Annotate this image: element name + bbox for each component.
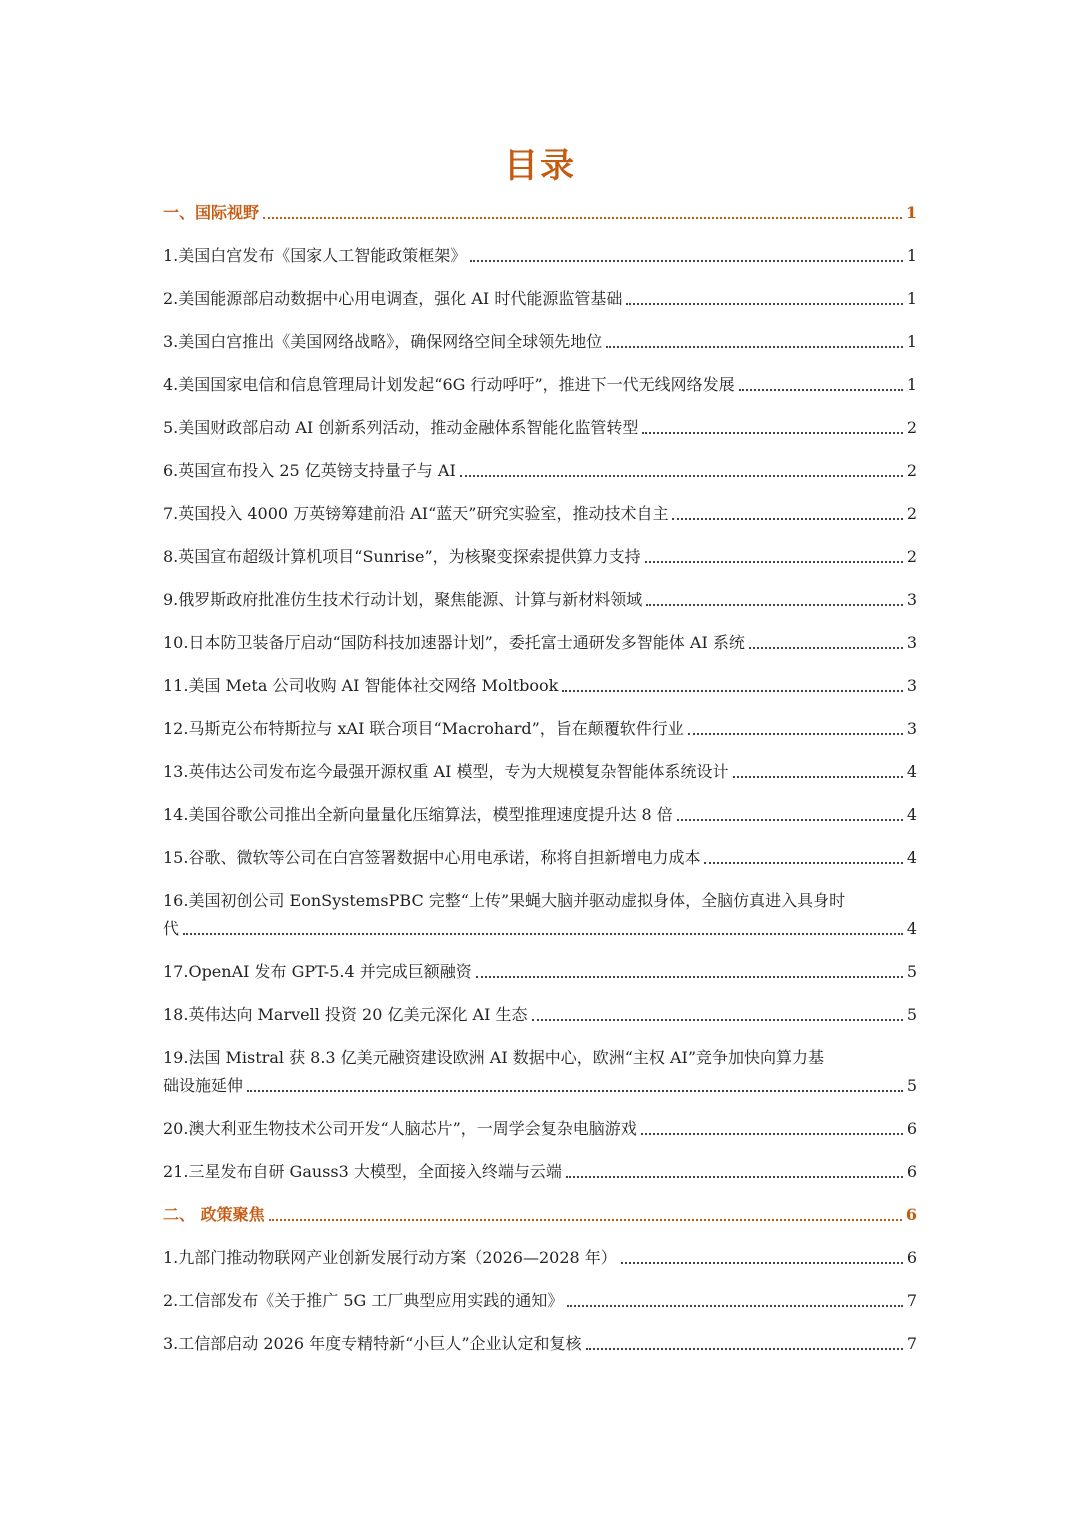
dot-leader <box>606 346 903 348</box>
dot-leader <box>532 1019 903 1021</box>
dot-leader <box>566 1176 903 1178</box>
toc-entry[interactable] <box>163 1044 917 1115</box>
toc-page-number: 4 <box>906 848 917 867</box>
table-of-contents <box>163 199 917 1373</box>
dot-leader <box>646 604 903 606</box>
dot-leader <box>677 819 903 821</box>
dot-leader <box>749 647 903 649</box>
dot-leader <box>263 217 902 219</box>
toc-entry-text: 14.美国谷歌公司推出全新向量量化压缩算法，模型推理速度提升达 8 倍 <box>163 805 673 824</box>
toc-entry[interactable] <box>163 1287 917 1330</box>
dot-leader <box>672 518 902 520</box>
toc-page-number: 3 <box>906 590 917 609</box>
dot-leader <box>621 1262 903 1264</box>
toc-page-number: 1 <box>906 289 917 308</box>
toc-entry[interactable] <box>163 758 917 801</box>
toc-entry[interactable] <box>163 1244 917 1287</box>
toc-entry-text: 5.美国财政部启动 AI 创新系列活动，推动金融体系智能化监管转型 <box>163 418 639 437</box>
toc-entry-text: 3.工信部启动 2026 年度专精特新“小巨人”企业认定和复核 <box>163 1334 582 1353</box>
toc-entry-text-continued: 代 <box>163 919 180 938</box>
toc-entry[interactable] <box>163 414 917 457</box>
toc-page-number: 6 <box>906 1248 917 1267</box>
toc-entry-text: 一、国际视野 <box>163 203 260 222</box>
toc-entry[interactable] <box>163 715 917 758</box>
toc-page-number: 2 <box>906 418 917 437</box>
toc-entry-text: 二、 政策聚焦 <box>163 1205 265 1224</box>
toc-entry-text: 6.英国宣布投入 25 亿英镑支持量子与 AI <box>163 461 456 480</box>
toc-page-number: 5 <box>906 962 917 981</box>
toc-page-number: 5 <box>906 1005 917 1024</box>
dot-leader <box>567 1305 902 1307</box>
toc-entry[interactable] <box>163 586 917 629</box>
toc-entry-text: 17.OpenAI 发布 GPT-5.4 并完成巨额融资 <box>163 962 472 981</box>
toc-page-number: 2 <box>906 461 917 480</box>
toc-entry-text: 15.谷歌、微软等公司在白宫签署数据中心用电承诺，称将自担新增电力成本 <box>163 848 701 867</box>
toc-page-number: 1 <box>906 246 917 265</box>
toc-entry-text: 21.三星发布自研 Gauss3 大模型，全面接入终端与云端 <box>163 1162 562 1181</box>
toc-page-number: 3 <box>906 633 917 652</box>
toc-entry-text: 9.俄罗斯政府批准仿生技术行动计划，聚焦能源、计算与新材料领域 <box>163 590 643 609</box>
dot-leader <box>470 260 903 262</box>
toc-entry[interactable] <box>163 328 917 371</box>
dot-leader <box>739 389 903 391</box>
toc-entry[interactable] <box>163 887 917 958</box>
toc-page-number: 1 <box>906 332 917 351</box>
toc-entry[interactable] <box>163 1158 917 1201</box>
dot-leader <box>704 862 902 864</box>
toc-entry[interactable] <box>163 285 917 328</box>
toc-page-number: 3 <box>906 676 917 695</box>
toc-entry-text: 1.九部门推动物联网产业创新发展行动方案（2026—2028 年） <box>163 1248 617 1267</box>
dot-leader <box>460 475 903 477</box>
toc-page-number: 1 <box>905 203 917 222</box>
toc-entry-text: 1.美国白宫发布《国家人工智能政策框架》 <box>163 246 467 265</box>
toc-entry-text: 2.美国能源部启动数据中心用电调查，强化 AI 时代能源监管基础 <box>163 289 623 308</box>
dot-leader <box>688 733 903 735</box>
dot-leader <box>733 776 903 778</box>
toc-section-heading[interactable] <box>163 1201 917 1244</box>
toc-page-number: 6 <box>906 1119 917 1138</box>
dot-leader <box>476 976 903 978</box>
toc-entry[interactable] <box>163 543 917 586</box>
toc-page-number: 7 <box>906 1291 917 1310</box>
toc-page-number: 7 <box>906 1334 917 1353</box>
toc-entry[interactable] <box>163 1330 917 1373</box>
toc-entry-text-continued: 础设施延伸 <box>163 1076 244 1095</box>
toc-entry-text: 16.美国初创公司 EonSystemsPBC 完整“上传”果蝇大脑并驱动虚拟身体，全脑仿真进入具身时 <box>163 891 846 910</box>
dot-leader <box>642 432 902 434</box>
toc-entry-text: 11.美国 Meta 公司收购 AI 智能体社交网络 Moltbook <box>163 676 559 695</box>
toc-section-heading[interactable] <box>163 199 917 242</box>
toc-entry-text: 10.日本防卫装备厅启动“国防科技加速器计划”，委托富士通研发多智能体 AI 系统 <box>163 633 745 652</box>
toc-entry[interactable] <box>163 629 917 672</box>
toc-page-number: 4 <box>906 805 917 824</box>
toc-page-number: 4 <box>906 762 917 781</box>
toc-entry[interactable] <box>163 1001 917 1044</box>
toc-page-number: 6 <box>905 1205 917 1224</box>
dot-leader <box>645 561 903 563</box>
dot-leader <box>586 1348 903 1350</box>
toc-entry[interactable] <box>163 371 917 414</box>
toc-entry-text: 7.英国投入 4000 万英镑筹建前沿 AI“蓝天”研究实验室，推动技术自主 <box>163 504 669 523</box>
toc-entry[interactable] <box>163 801 917 844</box>
dot-leader <box>269 1219 902 1221</box>
dot-leader <box>626 303 902 305</box>
toc-page-number: 2 <box>906 504 917 523</box>
toc-entry-text: 4.美国国家电信和信息管理局计划发起“6G 行动呼吁”，推进下一代无线网络发展 <box>163 375 735 394</box>
dot-leader <box>641 1133 903 1135</box>
toc-entry[interactable] <box>163 958 917 1001</box>
toc-page-number: 1 <box>906 375 917 394</box>
dot-leader <box>562 690 902 692</box>
toc-page-number: 3 <box>906 719 917 738</box>
toc-entry[interactable] <box>163 844 917 887</box>
toc-entry[interactable] <box>163 500 917 543</box>
toc-entry-text: 12.马斯克公布特斯拉与 xAI 联合项目“Macrohard”，旨在颠覆软件行业 <box>163 719 684 738</box>
toc-entry-text: 2.工信部发布《关于推广 5G 工厂典型应用实践的通知》 <box>163 1291 564 1310</box>
toc-entry[interactable] <box>163 672 917 715</box>
toc-entry-text: 13.英伟达公司发布迄今最强开源权重 AI 模型，专为大规模复杂智能体系统设计 <box>163 762 729 781</box>
toc-page-number: 6 <box>906 1162 917 1181</box>
toc-page-number: 2 <box>906 547 917 566</box>
toc-page-number: 4 <box>906 919 917 938</box>
toc-entry[interactable] <box>163 457 917 500</box>
toc-entry[interactable] <box>163 1115 917 1158</box>
dot-leader <box>183 933 903 935</box>
dot-leader <box>247 1090 903 1092</box>
toc-entry-text: 3.美国白宫推出《美国网络战略》，确保网络空间全球领先地位 <box>163 332 603 351</box>
toc-entry[interactable] <box>163 242 917 285</box>
toc-entry-text: 20.澳大利亚生物技术公司开发“人脑芯片”，一周学会复杂电脑游戏 <box>163 1119 637 1138</box>
toc-page-number: 5 <box>906 1076 917 1095</box>
toc-entry-text: 8.英国宣布超级计算机项目“Sunrise”，为核聚变探索提供算力支持 <box>163 547 641 566</box>
toc-entry-text: 19.法国 Mistral 获 8.3 亿美元融资建设欧洲 AI 数据中心，欧洲“主权 AI”竞争加快向算力基 <box>163 1048 825 1067</box>
toc-entry-text: 18.英伟达向 Marvell 投资 20 亿美元深化 AI 生态 <box>163 1005 528 1024</box>
page-title: 目录 <box>504 146 576 186</box>
